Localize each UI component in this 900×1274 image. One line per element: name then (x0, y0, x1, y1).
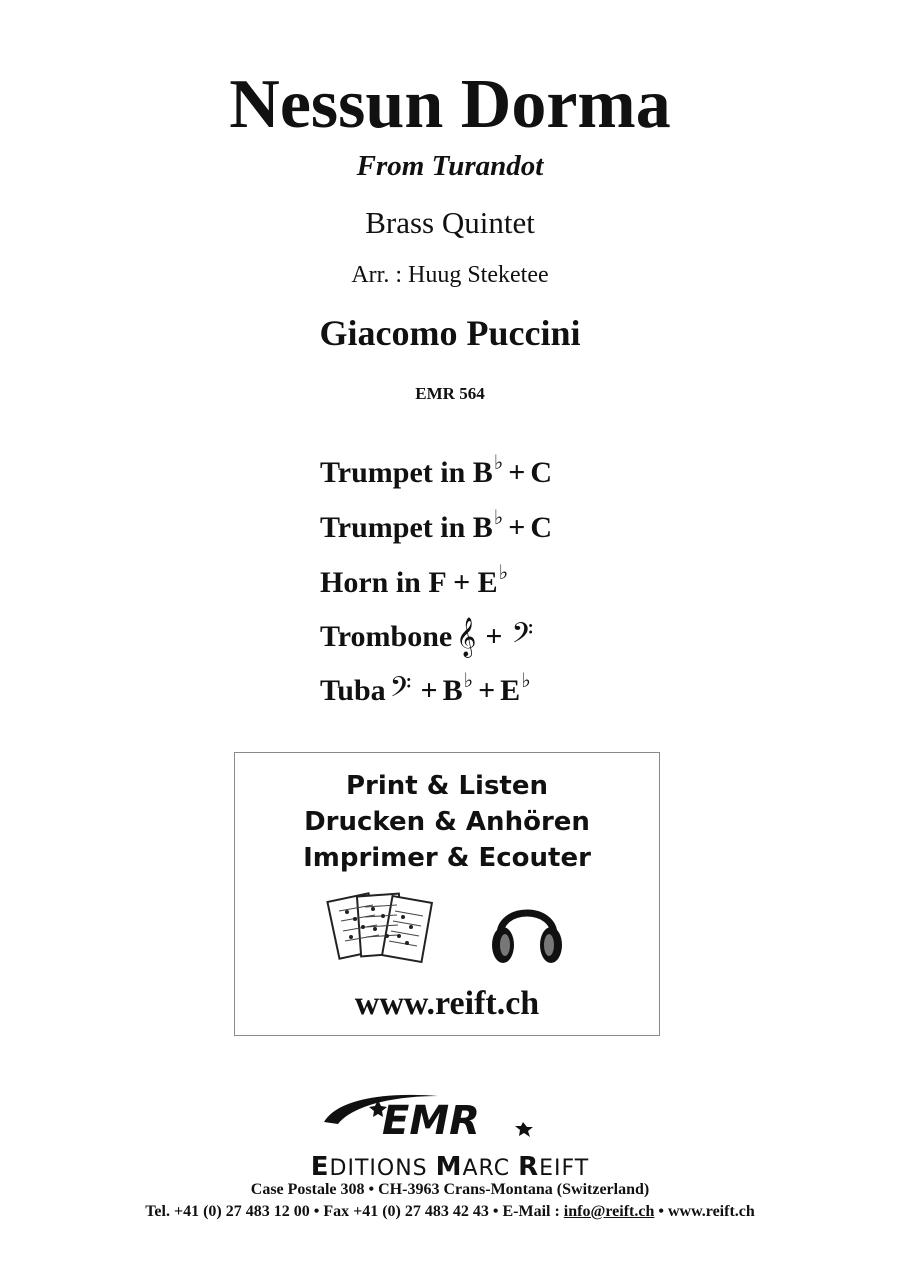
parts-list (320, 446, 552, 718)
print-listen-box (234, 752, 660, 1036)
part-label: Trombone (320, 620, 453, 653)
part-key: C (530, 456, 553, 489)
part-trombone (320, 610, 552, 664)
part-key: B (442, 674, 463, 707)
email-link[interactable]: info@reift.ch (563, 1203, 655, 1220)
arranger: Arr. : Huug Steketee (351, 262, 549, 288)
bass-clef-icon: 𝄢 (511, 617, 534, 657)
part-tuba (320, 664, 552, 718)
emr-logo (318, 1092, 554, 1144)
part-trumpet-2 (320, 500, 552, 556)
flat-sign: ♭ (498, 562, 509, 584)
flat-sign: ♭ (493, 452, 504, 474)
subtitle: From Turandot (356, 150, 544, 182)
catalog-number: EMR 564 (415, 384, 485, 403)
promo-line-fr: Imprimer & Ecouter (303, 843, 591, 873)
part-trumpet-1 (320, 446, 552, 500)
flat-sign: ♭ (521, 670, 531, 692)
ensemble: Brass Quintet (365, 205, 535, 240)
part-label: Horn in F + E (320, 566, 498, 599)
title: Nessun Dorma (229, 66, 671, 143)
plus-sign: + (478, 674, 496, 707)
promo-line-en: Print & Listen (345, 771, 549, 801)
plus-sign: + (485, 620, 503, 653)
part-key: C (530, 511, 553, 544)
website-url[interactable]: www.reift.ch (354, 985, 540, 1022)
part-horn (320, 556, 552, 610)
logo-text: EMR (382, 1098, 480, 1144)
plus-sign: + (508, 456, 526, 489)
publisher-address: Case Postale 308 • CH-3963 Crans-Montana (Switzerland) (250, 1181, 650, 1198)
promo-line-de: Drucken & Anhören (304, 807, 590, 837)
flat-sign: ♭ (463, 670, 474, 692)
contact-phone-fax: Tel. +41 (0) 27 483 12 00 • Fax +41 (0) 27 483 42 43 • E-Mail : (145, 1203, 564, 1220)
part-label: Tuba (320, 674, 386, 707)
part-label: Trumpet in B (320, 511, 493, 544)
part-key: E (500, 674, 521, 707)
treble-clef-icon: 𝄞 (456, 617, 477, 657)
publisher-contact (0, 1203, 900, 1221)
sheet-music-icon (325, 887, 437, 967)
plus-sign: + (420, 674, 438, 707)
bass-clef-icon: 𝄢 (389, 671, 412, 711)
flat-sign: ♭ (493, 507, 504, 529)
plus-sign: + (508, 511, 526, 544)
part-label: Trumpet in B (320, 456, 493, 489)
composer: Giacomo Puccini (319, 313, 581, 353)
contact-web: • www.reift.ch (654, 1203, 755, 1220)
headphones-icon (490, 891, 564, 969)
publisher-name: EDITIONS MARC REIFT (310, 1152, 590, 1182)
